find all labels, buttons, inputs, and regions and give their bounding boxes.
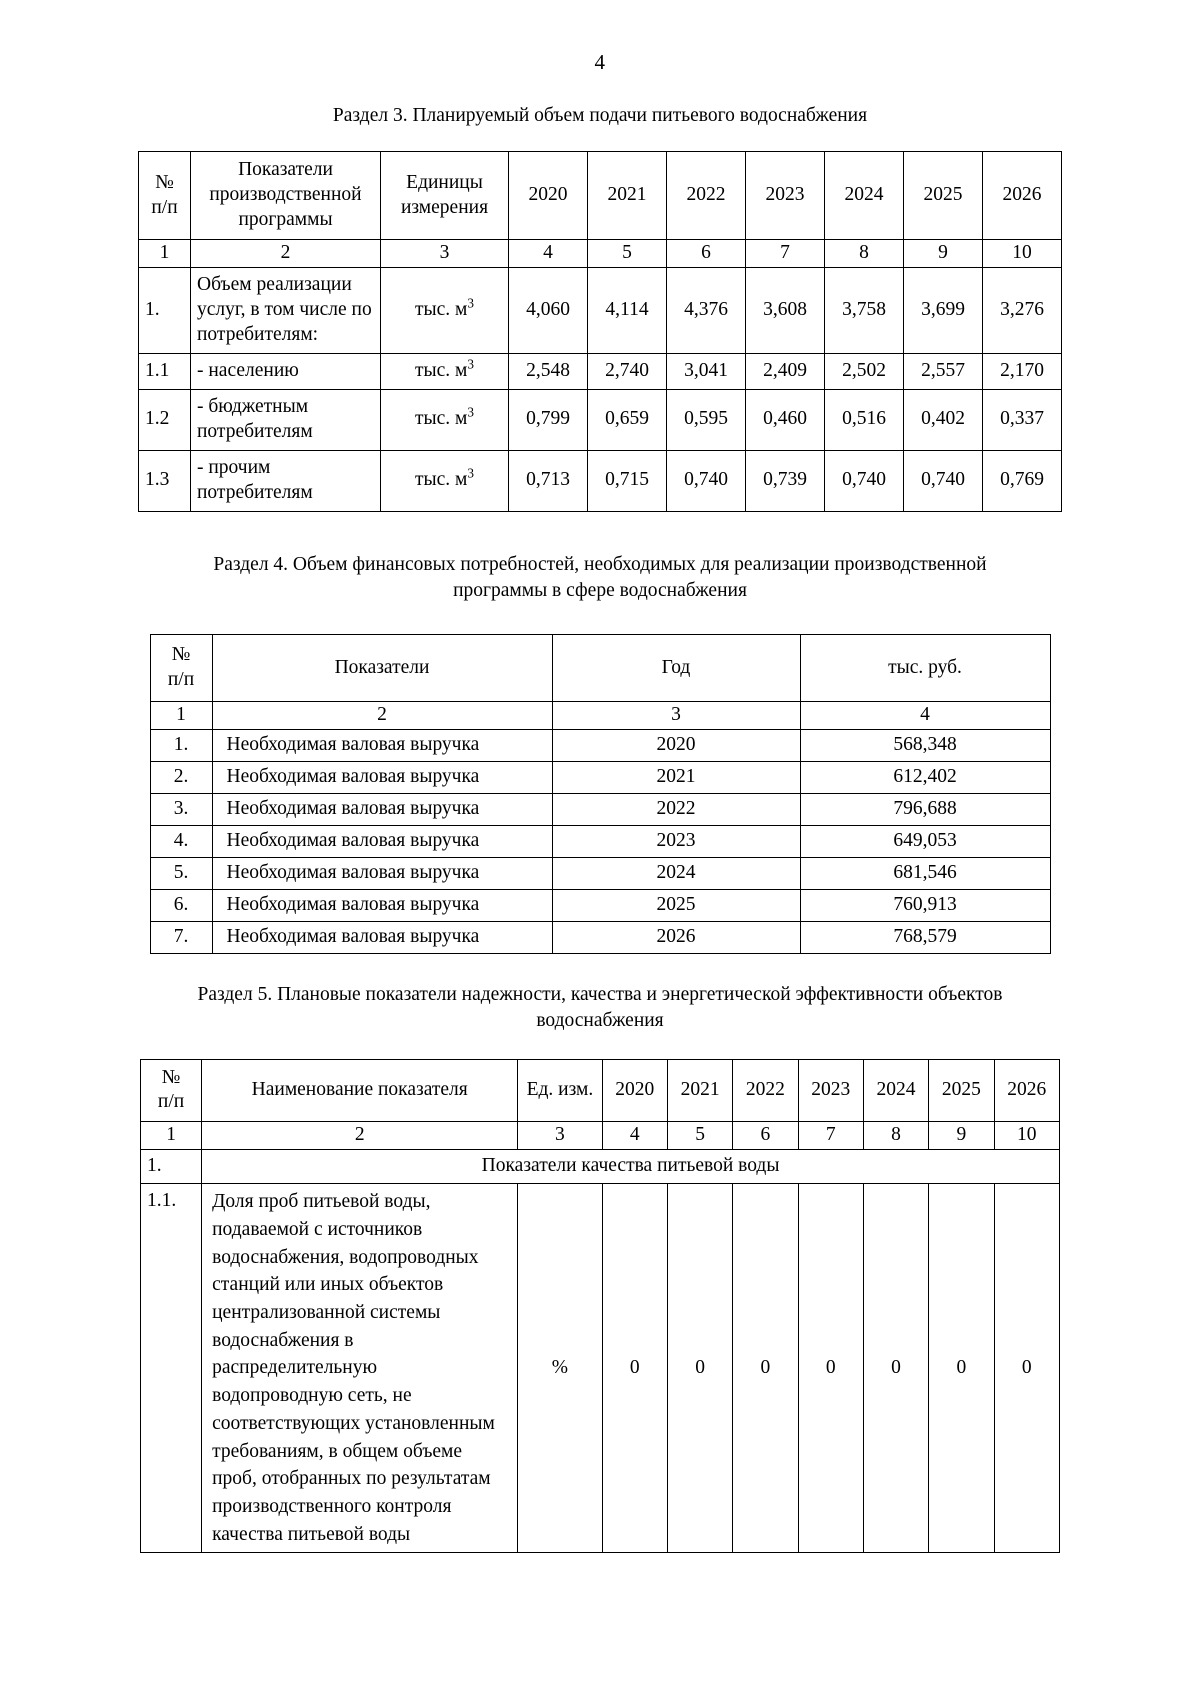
header-cell-year-2020: 2020 xyxy=(509,152,588,240)
section-4-title-line2: программы в сфере водоснабжения xyxy=(453,580,747,602)
row-sum: 568,348 xyxy=(800,730,1050,762)
cell-2022: 4,376 xyxy=(667,268,746,354)
colnum-10: 10 xyxy=(983,240,1062,268)
cell-2023: 0,739 xyxy=(746,450,825,511)
cell-2025: 3,699 xyxy=(904,268,983,354)
table-row xyxy=(150,826,1050,858)
header-cell-year-2024: 2024 xyxy=(825,152,904,240)
row-sum: 796,688 xyxy=(800,794,1050,826)
header-cell-np xyxy=(141,1059,202,1122)
cell-2021: 2,740 xyxy=(588,353,667,389)
header-cell-sum: тыс. руб. xyxy=(800,635,1050,702)
row-year: 2026 xyxy=(552,921,800,953)
unit-text: тыс. м xyxy=(415,469,468,491)
cell-2025: 2,557 xyxy=(904,353,983,389)
colnum-9: 9 xyxy=(929,1122,994,1150)
cell-2020: 0,799 xyxy=(509,389,588,450)
header-cell-unit: Ед. изм. xyxy=(518,1059,602,1122)
cell-2021: 4,114 xyxy=(588,268,667,354)
cell-2026: 0 xyxy=(994,1184,1059,1553)
colnum-5: 5 xyxy=(667,1122,732,1150)
header-np-line2: п/п xyxy=(167,669,195,691)
colnum-8: 8 xyxy=(863,1122,928,1150)
column-number-row xyxy=(150,702,1050,730)
table-row xyxy=(139,450,1062,511)
row-number: 1. xyxy=(150,730,212,762)
cell-2022: 0,595 xyxy=(667,389,746,450)
header-cell-year-2025: 2025 xyxy=(929,1059,994,1122)
cell-2023: 0 xyxy=(798,1184,863,1553)
colnum-1: 1 xyxy=(150,702,212,730)
cell-2024: 0 xyxy=(863,1184,928,1553)
row-number: 7. xyxy=(150,921,212,953)
row-number: 1. xyxy=(139,268,191,354)
row-year: 2023 xyxy=(552,826,800,858)
header-cell-np xyxy=(150,635,212,702)
table-row xyxy=(139,268,1062,354)
cell-2020: 0,713 xyxy=(509,450,588,511)
cell-2020: 4,060 xyxy=(509,268,588,354)
header-cell-year-2021: 2021 xyxy=(667,1059,732,1122)
table-row xyxy=(150,794,1050,826)
cell-2025: 0,740 xyxy=(904,450,983,511)
row-sum: 760,913 xyxy=(800,890,1050,922)
header-cell-indicator: Показатели производственной программы xyxy=(191,152,381,240)
row-indicator: - населению xyxy=(191,353,381,389)
header-cell-year-2021: 2021 xyxy=(588,152,667,240)
cell-2024: 0,740 xyxy=(825,450,904,511)
header-cell-year-2020: 2020 xyxy=(602,1059,667,1122)
row-year: 2024 xyxy=(552,858,800,890)
colnum-2: 2 xyxy=(191,240,381,268)
row-unit xyxy=(381,268,509,354)
section-4-title-line1: Раздел 4. Объем финансовых потребностей, необходимых для реализации производственной xyxy=(213,553,987,575)
colnum-2: 2 xyxy=(202,1122,518,1150)
header-np-line1: № xyxy=(155,171,174,193)
unit-superscript: 3 xyxy=(467,356,474,372)
row-year: 2025 xyxy=(552,890,800,922)
table-section-3 xyxy=(138,151,1062,511)
header-cell-year: Год xyxy=(552,635,800,702)
section-3-title: Раздел 3. Планируемый объем подачи питьевого водоснабжения xyxy=(332,105,868,126)
row-indicator: Необходимая валовая выручка xyxy=(212,762,552,794)
row-unit xyxy=(381,353,509,389)
row-sum: 649,053 xyxy=(800,826,1050,858)
colnum-10: 10 xyxy=(994,1122,1059,1150)
header-np-line1: № xyxy=(161,1066,181,1088)
header-cell-year-2025: 2025 xyxy=(904,152,983,240)
header-np-line2: п/п xyxy=(157,1091,185,1113)
row-year: 2022 xyxy=(552,794,800,826)
cell-2026: 2,170 xyxy=(983,353,1062,389)
table-row xyxy=(150,921,1050,953)
row-sum: 612,402 xyxy=(800,762,1050,794)
row-number: 4. xyxy=(150,826,212,858)
group-row-title: Показатели качества питьевой воды xyxy=(202,1150,1060,1184)
colnum-2: 2 xyxy=(212,702,552,730)
colnum-1: 1 xyxy=(141,1122,202,1150)
table-row xyxy=(150,762,1050,794)
cell-2026: 3,276 xyxy=(983,268,1062,354)
row-indicator: - бюджетным потребителям xyxy=(191,389,381,450)
row-unit xyxy=(381,389,509,450)
row-indicator: Объем реализации услуг, в том числе по потребителям: xyxy=(191,268,381,354)
row-unit: % xyxy=(518,1184,602,1553)
colnum-3: 3 xyxy=(552,702,800,730)
cell-2026: 0,337 xyxy=(983,389,1062,450)
row-number: 1.1 xyxy=(139,353,191,389)
cell-2026: 0,769 xyxy=(983,450,1062,511)
section-5-title xyxy=(170,982,1030,1035)
row-number: 1.3 xyxy=(139,450,191,511)
colnum-7: 7 xyxy=(798,1122,863,1150)
row-unit xyxy=(381,450,509,511)
colnum-3: 3 xyxy=(381,240,509,268)
header-np-line2: п/п xyxy=(151,196,178,218)
row-indicator: - прочим потребителям xyxy=(191,450,381,511)
table-row xyxy=(150,858,1050,890)
column-number-row xyxy=(139,240,1062,268)
colnum-6: 6 xyxy=(667,240,746,268)
header-cell-year-2026: 2026 xyxy=(983,152,1062,240)
cell-2021: 0,659 xyxy=(588,389,667,450)
table-group-row xyxy=(141,1150,1060,1184)
column-number-row xyxy=(141,1122,1060,1150)
row-number: 1.1. xyxy=(141,1184,202,1553)
table-section-4 xyxy=(150,634,1051,954)
unit-text: тыс. м xyxy=(415,359,468,381)
header-np-line1: № xyxy=(171,644,191,666)
cell-2020: 2,548 xyxy=(509,353,588,389)
cell-2025: 0,402 xyxy=(904,389,983,450)
section-5-title-line2: водоснабжения xyxy=(536,1010,664,1032)
row-indicator: Доля проб питьевой воды, подаваемой с источников водоснабжения, водопроводных станций или иных объектов централизованной системы водоснабжения в распределительную водопроводную сеть, не соответствующих установленным требованиям, в общем объеме проб, отобранных по результатам производственного контроля качества питьевой воды xyxy=(202,1184,518,1553)
row-sum: 768,579 xyxy=(800,921,1050,953)
cell-2024: 3,758 xyxy=(825,268,904,354)
row-number: 3. xyxy=(150,794,212,826)
table-row xyxy=(139,389,1062,450)
row-year: 2020 xyxy=(552,730,800,762)
colnum-3: 3 xyxy=(518,1122,602,1150)
cell-2024: 0,516 xyxy=(825,389,904,450)
colnum-4: 4 xyxy=(602,1122,667,1150)
header-cell-year-2022: 2022 xyxy=(667,152,746,240)
cell-2024: 2,502 xyxy=(825,353,904,389)
cell-2021: 0 xyxy=(667,1184,732,1553)
header-cell-year-2022: 2022 xyxy=(733,1059,798,1122)
cell-2025: 0 xyxy=(929,1184,994,1553)
colnum-5: 5 xyxy=(588,240,667,268)
group-row-number: 1. xyxy=(141,1150,202,1184)
unit-superscript: 3 xyxy=(467,404,474,420)
row-sum: 681,546 xyxy=(800,858,1050,890)
table-section-5 xyxy=(140,1059,1060,1554)
header-cell-year-2024: 2024 xyxy=(863,1059,928,1122)
colnum-1: 1 xyxy=(139,240,191,268)
unit-superscript: 3 xyxy=(467,295,474,311)
header-cell-year-2023: 2023 xyxy=(746,152,825,240)
cell-2023: 3,608 xyxy=(746,268,825,354)
colnum-7: 7 xyxy=(746,240,825,268)
header-cell-year-2026: 2026 xyxy=(994,1059,1059,1122)
colnum-4: 4 xyxy=(509,240,588,268)
row-year: 2021 xyxy=(552,762,800,794)
row-indicator: Необходимая валовая выручка xyxy=(212,890,552,922)
row-indicator: Необходимая валовая выручка xyxy=(212,858,552,890)
table-row xyxy=(141,1184,1060,1553)
row-indicator: Необходимая валовая выручка xyxy=(212,826,552,858)
row-indicator: Необходимая валовая выручка xyxy=(212,794,552,826)
cell-2023: 0,460 xyxy=(746,389,825,450)
page-number: 4 xyxy=(594,50,606,74)
table-row xyxy=(139,353,1062,389)
header-cell-unit: Единицы измерения xyxy=(381,152,509,240)
unit-text: тыс. м xyxy=(415,408,468,430)
colnum-4: 4 xyxy=(800,702,1050,730)
row-indicator: Необходимая валовая выручка xyxy=(212,730,552,762)
row-number: 6. xyxy=(150,890,212,922)
header-cell-indicator: Показатели xyxy=(212,635,552,702)
row-indicator: Необходимая валовая выручка xyxy=(212,921,552,953)
cell-2022: 3,041 xyxy=(667,353,746,389)
section-5-title-line1: Раздел 5. Плановые показатели надежности, качества и энергетической эффективности объектов xyxy=(197,983,1003,1005)
unit-superscript: 3 xyxy=(467,465,474,481)
cell-2021: 0,715 xyxy=(588,450,667,511)
row-number: 5. xyxy=(150,858,212,890)
table-header-row xyxy=(141,1059,1060,1122)
table-header-row xyxy=(139,152,1062,240)
row-number: 2. xyxy=(150,762,212,794)
cell-2022: 0,740 xyxy=(667,450,746,511)
row-number: 1.2 xyxy=(139,389,191,450)
header-cell-np xyxy=(139,152,191,240)
header-cell-year-2023: 2023 xyxy=(798,1059,863,1122)
table-row xyxy=(150,890,1050,922)
cell-2023: 2,409 xyxy=(746,353,825,389)
cell-2020: 0 xyxy=(602,1184,667,1553)
colnum-6: 6 xyxy=(733,1122,798,1150)
cell-2022: 0 xyxy=(733,1184,798,1553)
header-cell-indicator: Наименование показателя xyxy=(202,1059,518,1122)
colnum-8: 8 xyxy=(825,240,904,268)
section-4-title xyxy=(170,552,1030,605)
unit-text: тыс. м xyxy=(415,299,468,321)
table-header-row xyxy=(150,635,1050,702)
colnum-9: 9 xyxy=(904,240,983,268)
table-row xyxy=(150,730,1050,762)
